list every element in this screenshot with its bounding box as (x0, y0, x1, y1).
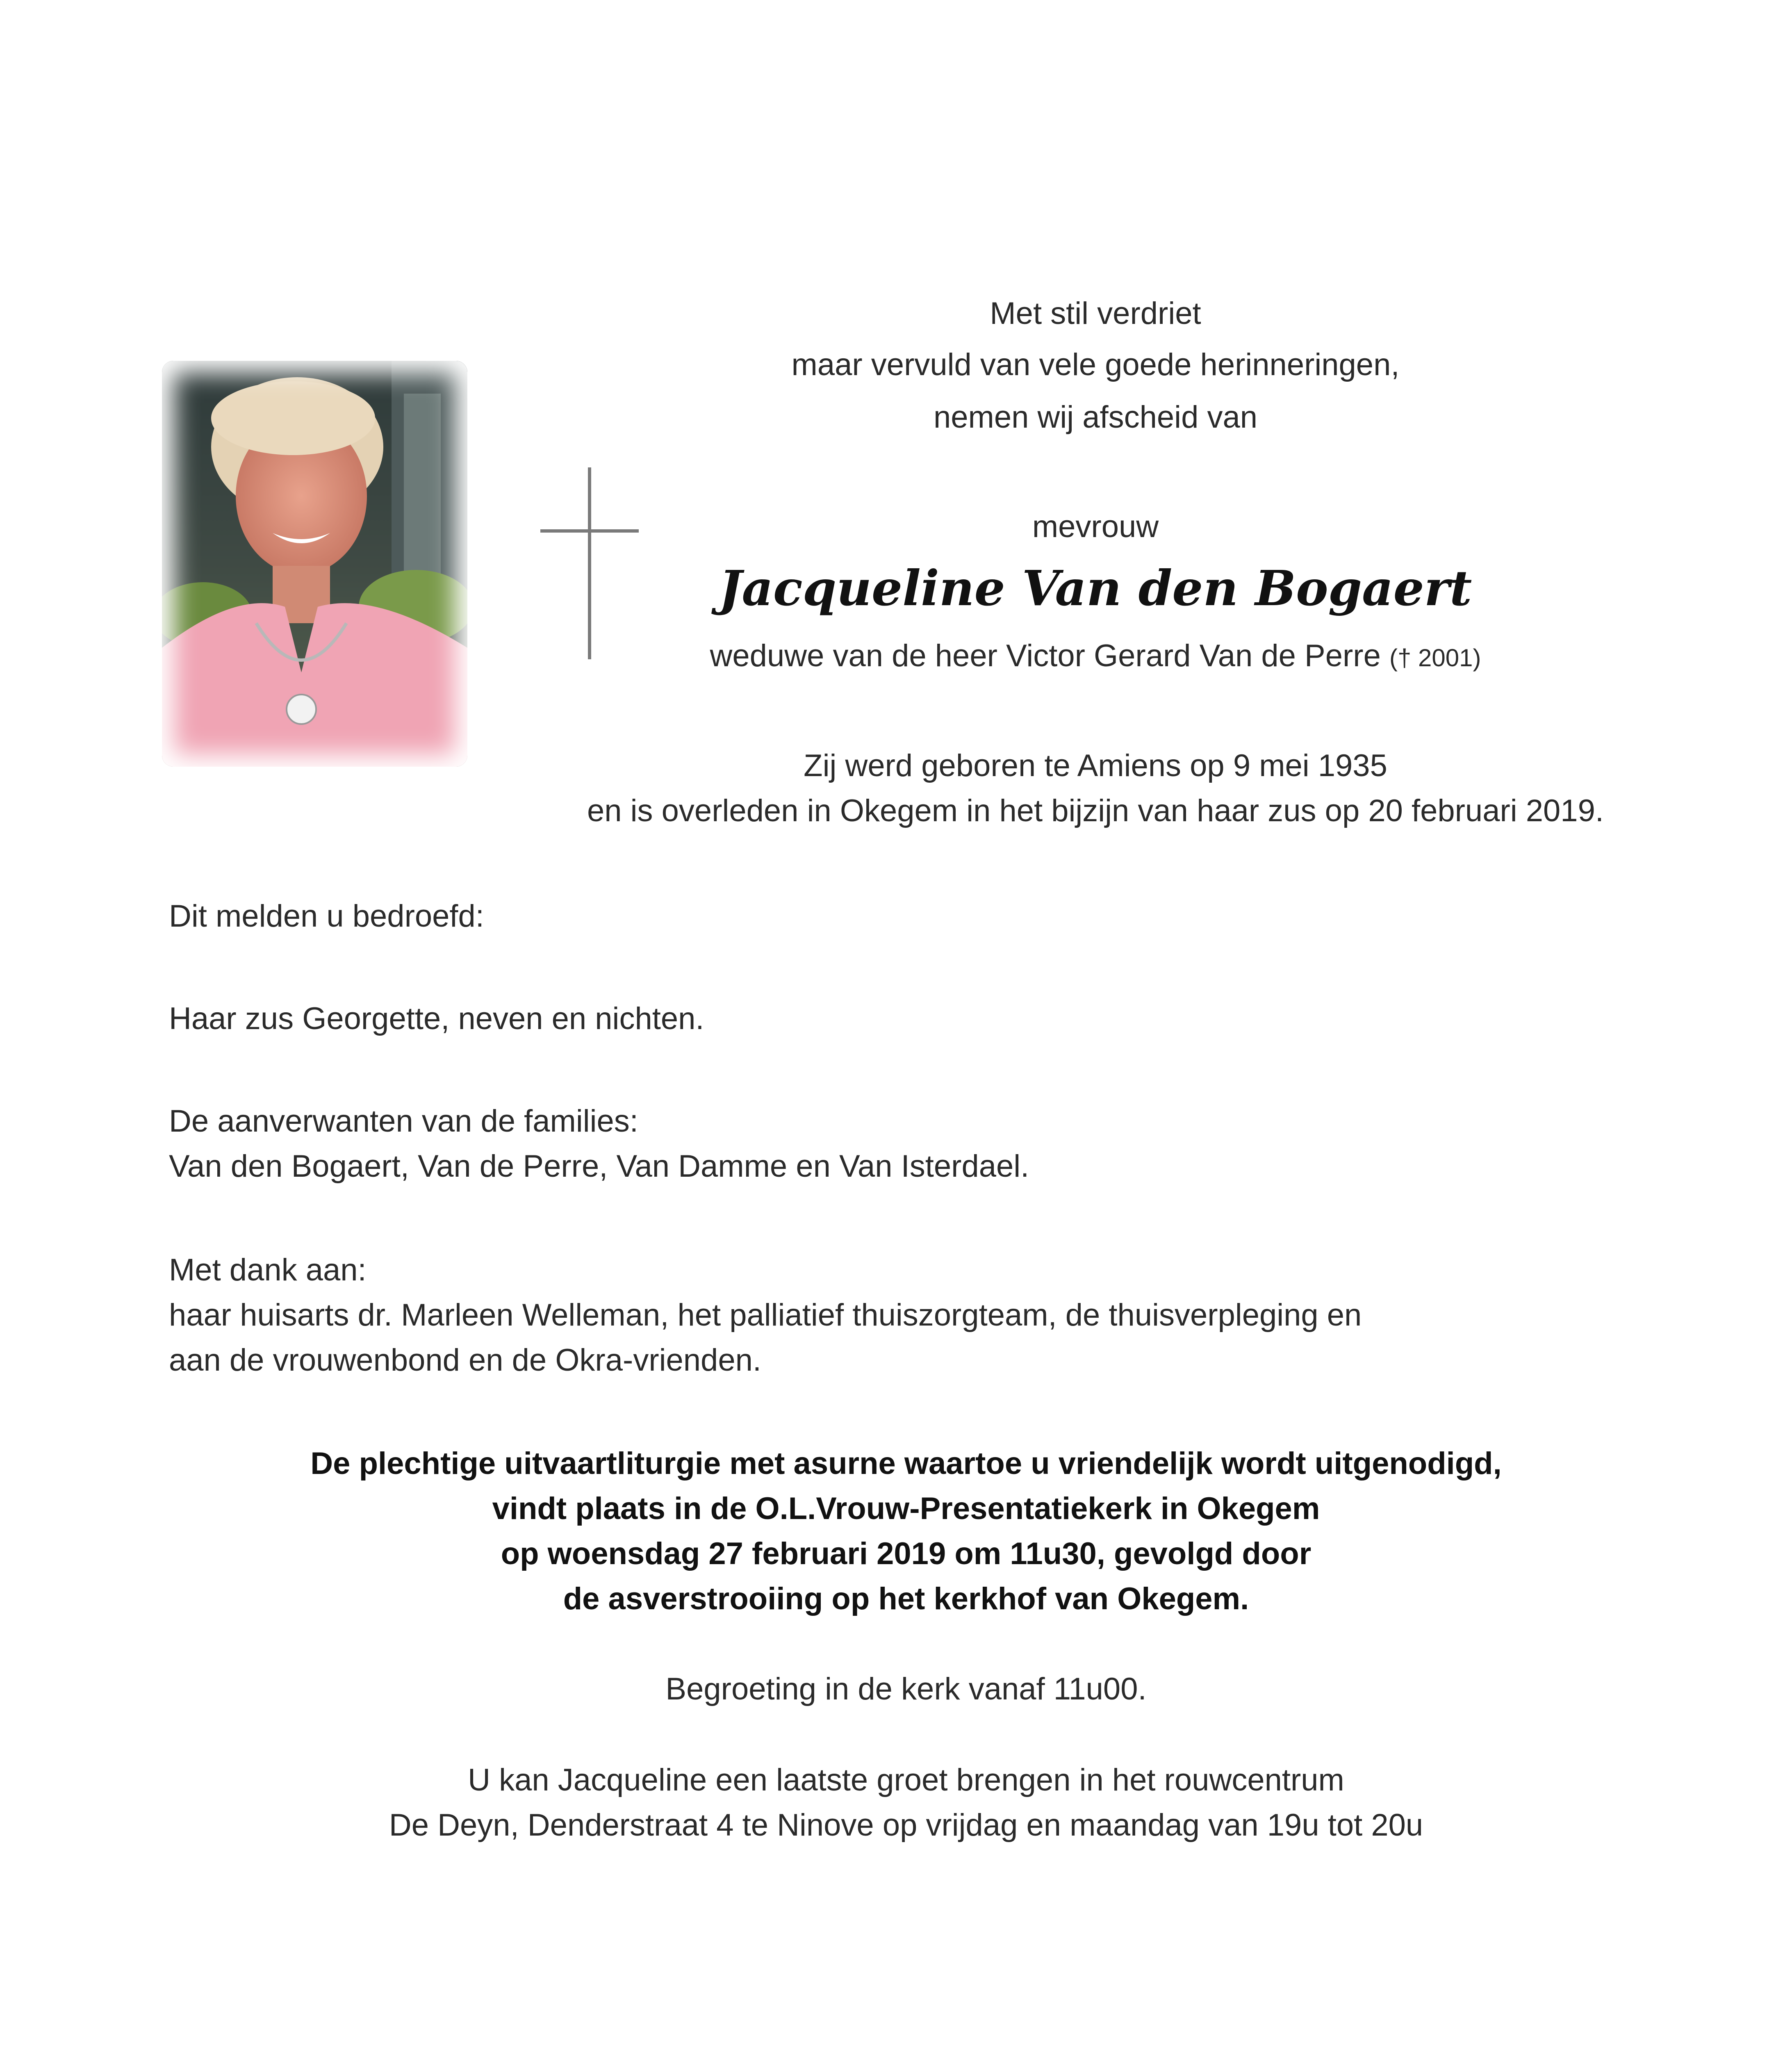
portrait-photo (162, 361, 467, 767)
ceremony-line-1: De plechtige uitvaartliturgie met asurne waartoe u vriendelijk wordt uitgenodigd, (310, 1446, 1502, 1481)
sister-line: Haar zus Georgette, neven en nichten. (169, 1001, 704, 1036)
ceremony-line-4: de asverstrooiing op het kerkhof van Okegem. (563, 1581, 1249, 1616)
visitation-line-1: U kan Jacqueline een laatste groet brengen in het rouwcentrum (468, 1763, 1344, 1797)
spouse-year: († 2001) (1389, 644, 1481, 672)
birth-line: Zij werd geboren te Amiens op 9 mei 1935 (804, 748, 1387, 783)
thanks-line-2: aan de vrouwenbond en de Okra-vrienden. (169, 1343, 761, 1378)
death-line: en is overleden in Okegem in het bijzijn van haar zus op 20 februari 2019. (587, 793, 1604, 828)
ceremony-line-2: vindt plaats in de O.L.Vrouw-Presentatiekerk in Okegem (492, 1491, 1320, 1526)
families-line: Van den Bogaert, Van de Perre, Van Damme en Van Isterdael. (169, 1149, 1029, 1184)
families-label: De aanverwanten van de families: (169, 1104, 638, 1139)
thanks-line-1: haar huisarts dr. Marleen Welleman, het palliatief thuiszorgteam, de thuisverpleging en (169, 1298, 1362, 1332)
ceremony-line-3: op woensdag 27 februari 2019 om 11u30, gevolgd door (501, 1536, 1312, 1571)
spouse-text: weduwe van de heer Victor Gerard Van de Perre (710, 638, 1389, 673)
intro-line-1: Met stil verdriet (990, 296, 1201, 331)
spouse-line (542, 636, 1649, 679)
honorific: mevrouw (1032, 509, 1159, 544)
deceased-name: Jacqueline Van den Bogaert (719, 560, 1472, 617)
intro-line-3: nemen wij afscheid van (934, 400, 1257, 435)
thanks-label: Met dank aan: (169, 1253, 367, 1287)
visitation-line-2: De Deyn, Denderstraat 4 te Ninove op vrijdag en maandag van 19u tot 20u (389, 1808, 1423, 1843)
greeting-line: Begroeting in de kerk vanaf 11u00. (665, 1672, 1147, 1706)
intro-line-2: maar vervuld van vele goede herinneringen, (791, 347, 1400, 382)
announcers-intro: Dit melden u bedroefd: (169, 899, 484, 934)
